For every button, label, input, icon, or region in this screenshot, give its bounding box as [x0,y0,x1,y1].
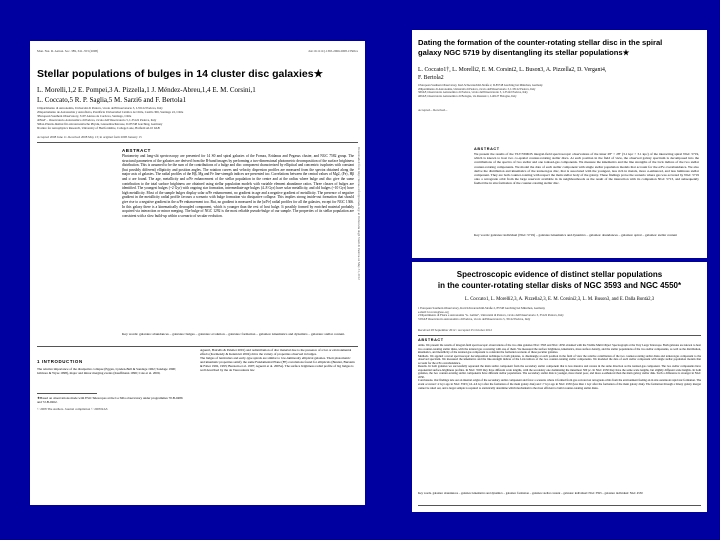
paper-title: Stellar populations of bulges in 14 cluster disc galaxies★ [37,68,323,80]
journal-doi: doi:10.1111/j.1365-2966.2008.13566.x [308,49,358,53]
accepted-line: Accepted 2008 June 11. Received 2008 May 13; in original form 2008 January 15 [37,135,142,139]
abstract-heading: ABSTRACT [122,148,151,153]
author-list: L. Coccato1, L. Morelli2,3, A. Pizzella2,3, E. M. Corsini2,3, L. M. Buson3, and E. Dalla Bontà2,3 [464,297,655,302]
intro-heading: 1 INTRODUCTION [37,359,83,364]
abstract-heading: ABSTRACT [474,147,500,151]
abstract-text: Aims. We present the results of integral-field spectroscopic observations of the two disk galaxies NGC 3593 and NGC 4550 obtained with the Visible Multi Object Spectrograph at the Very Large Telescope. Both galaxies are known to host two counter-rotating stellar disks, with the ionized gas corotating with one of them. We measured the surface brightness, kinematics, mass surface density, and the stellar populations of the two stellar components, as well as the distribution, kinematics, and metallicity of the ionized-gas component to constrain the formation scenario of these peculiar galaxies. Methods. We applied a novel spectroscopic decomposition technique to both galaxies, to disentangle at each position in the field of view the relative contribution of the two counter-rotating stellar disks and ionized-gas component to the observed spectrum. We measured the kinematics and the line-strength indices of the Lick indices of the two counter-rotating stellar components. We modeled the data of each stellar component with single stellar population models that account for the α/Fe overabundance. Results. In both galaxies we successfully separated the main stellar component from the secondary stellar component that is less massive and rotates in the same direction as the ionized-gas component. The two stellar components have exponential surface-brightness profiles. In NGC 3593 they have different scale lengths, with the secondary one dominating the innermost 500 pc. In NGC 4550 they have the same scale lengths, but slightly different scale heights. In both galaxies, the two counter-rotating stellar components have different stellar populations. The secondary stellar disk is younger, more metal poor, and more α-enhanced than the main galaxy stellar disk. Such a difference is stronger in NGC 4550. Conclusions. Our findings rule out an internal origin of the secondary stellar component and favor a scenario where it formed from gas accreted on retrograde orbits from the environment fueling an in situ outside-in rapid star formation. The event occurred ~2 Gyr ago in NGC 3593 (1.6–4.6 Gyr after the formation of the main galaxy disk) and ~7 Gyr ago in NGC 4550 (less than 1 Gyr after the formation of the main galaxy disk). The formation through a binary galaxy merger cannot be ruled out, and a larger sample is required to statistically determine which mechanism is the most efficient to build counter-rotating stellar disks. [418,343,701,390]
download-side-note: Downloaded from http://mnras.oxfordjournals.org/ at Universita degli Studi di Padova on May 31, 2012 [357,147,361,280]
accepted-line: Accepted... Received... [418,108,448,112]
affiliations: 1 European Southern Observatory, Karl-Schwarzschild-Straße 2, 85748 Garching bei München, Germany e-mail: lcoccato@eso.org 2 Dipartimento di Fisica e Astronomia "G. Galilei", Università di Padova, vicolo dell'Osservatorio 3, 35122 Padova, Italy 3 INAF Osservatorio Astronomico di Padova, vicolo dell'Osservatorio 5, 35122 Padova, Italy [418,306,564,322]
paper-page-coccato-ngc3593-ngc4550 [412,262,707,512]
author-line-1: L. Morelli,1,2 E. Pompei,3 A. Pizzella,1 J. Méndez-Abreu,1,4 E. M. Corsini,1 [37,86,256,94]
affiliations: 1Dipartimento di Astronomia, Università di Padova, vicolo dell'Osservatorio 3, I-35122 Padova, Italy 2Departamento de Astronomía y Astrofísica, Pontificia Universidad Católica de Chile, Casilla 306, Santiago 22, Chile 3European Southern Observatory, 3107 Alonso de Cordova, Santiago, Chile 4INAF – Osservatorio Astronomico di Padova, vicolo dell'Osservatorio 5, I-35122 Padova, Italy 5Max-Planck-Institut für extraterrestrische Physik, Giessenbachstrasse, D-85748 Garching, Germany 6Centre for Astrophysics Research, University of Hertfordshire, College Lane, Hatfield AL10 9AB [37,106,184,130]
paper-title-line-1: Dating the formation of the counter-rotating stellar disc in the spiral [418,38,663,47]
author-line-2: L. Coccato,5 R. P. Saglia,5 M. Sarzi6 and F. Bertola1 [37,96,187,104]
copyright: © 2008 The Authors. Journal compilation © 2008 RAS [37,407,108,411]
paper-page-morelli-2008 [30,41,365,505]
paper-page-coccato-ngc5719 [412,30,707,258]
received-line: Received 28 September 2012 / Accepted 25 October 2012 [418,328,492,332]
affiliations: 1European Southern Observatory, Karl-Schwarzschild-Straße 2, D-85748 Garching bei München, Germany 2Dipartimento di Astronomia, Università di Padova, vicolo dell'Osservatorio 3, I-35122 Padova, Italy 3INAF, Osservatorio Astronomico di Padova, vicolo dell'Osservatorio 5, I-35122 Padova, Italy 4INAF, Osservatorio Astronomico di Bologna, via Ranzani 1, I-40127 Bologna, Italy [418,83,543,98]
abstract-heading: ABSTRACT [418,338,444,342]
author-line-2: F. Bertola2 [418,75,444,81]
keywords: Key words: galaxies: individual (NGC 5719) – galaxies: kinematics and dynamics – galaxies: abundances – galaxies: spiral – galaxies: stellar content [474,233,678,237]
journal-citation: Mon. Not. R. Astron. Soc. 389, 341–353 (2008) [37,49,99,53]
keywords: Key words: galaxies: abundances – galaxies: bulges – galaxies: evolution – galaxies: formation – galaxies: kinematics and dynamics – galaxies: stellar content. [122,332,345,336]
intro-text: The relative importance of the dissipative collapse (Eggen, Lynden-Bell & Sandage 1962; Sandage 1990; Gilmore & Wyse 1998), major and minor merging events (Kauffmann 1996; Cole et al. 2000, [37,367,176,376]
paper-title-line-1: Spectroscopic evidence of distinct stellar populations [456,270,663,279]
paper-title-line-2: galaxy NGC 5719 by disentangling its stellar populations★ [418,48,630,57]
paper-title-line-2: in the counter-rotating stellar disks of NGC 3593 and NGC 4550* [437,281,682,290]
footnote: ★Based on observations made with ESO Telescopes at the La Silla observatory under programmes 70.B-0486 and 72.B-0262. [37,396,183,405]
author-line-1: L. Coccato1†, L. Morelli2, E. M. Corsini2, L. Buson3, A. Pizzella2, D. Vergani4, [418,67,607,73]
abstract-text: We present the results of the VLT/VIMOS integral-field spectroscopic observations of the inner 28'' × 28'' (3.1 kpc × 3.1 kpc) of the interacting spiral NGC 5719, which is known to host two co-spatial counter-rotating stellar discs. At each position in the field of view, the observed galaxy spectrum is decomposed into the contributions of the spectra of two stellar and one ionised-gas components. We measure the kinematics and the line strengths of the Lick indices of the two stellar counter-rotating components. We model the data of each stellar component with single stellar population models that account for the α/Fe overabundance. We also derive the distribution and kinematics of the ionised-gas disc, that is associated with the youngest, less rich in metals, more α-enhanced, and less luminous stellar component. They are both counter-rotating with respect the main stellar body of the galaxy. These findings prove the scenario where gas was accreted by NGC 5719 onto a retrograde orbit from the large reservoir available in its neighbourhoods as the result of the interaction with its companion NGC 5713, and subsequently fuelled the in situ formation of the counter-rotating stellar disc. [474,152,699,186]
abstract-text: Photometry and long-slit spectroscopy are presented for 14 S0 and spiral galaxies of the Fornax, Eridanus and Pegasus cluster, and NGC 7582 group. The structural parameters of the galaxies are derived from the R-band images by performing a two-dimensional photometric decomposition of the surface brightness distribution. This is assumed to be the sum of the contributions of a bulge and disc component characterized by elliptical and concentric isophotes with constant (but possibly different) ellipticity and position angles. The rotation curves and velocity dispersion profiles are measured from the spectra obtained along the major axis of galaxies. The radial profiles of the Hβ, Mg and Fe line-strength indices are presented too. Correlations between the central values of Mg2, ⟨Fe⟩, Hβ and σ are found. The age, metallicity and α/Fe enhancement of the stellar population in the centre and at the radius where bulge and disc give the same contribution to the total surface brightness are obtained using stellar population models with variable element abundance ratios. Three classes of bulges are identified. The youngest bulges (~2 Gyr) with ongoing star formation, intermediate-age bulges (4–8 Gyr) have solar metallicity, and old bulges (~10 Gyr) have high metallicity. Most of the sample bulges display solar α/Fe enhancement, no gradient in age and a negative gradient of metallicity. The presence of negative gradient in the metallicity radial profile favours a scenario with bulge formation via dissipative collapse. This implies strong inside-out formation that should give rise to a negative gradient in the α/Fe enhancement too. But, no gradient is measured in the [α/Fe] radial profiles for all the galaxies, except for NGC 1366. In this galaxy there is a kinematically decoupled component, which is younger than the rest of host bulge. It possibly formed by enriched material probably acquired via interaction or minor merging. The bulge of NGC 1292 is the most reliable pseudo-bulge of our sample. The properties of its stellar population are consistent with a slow build-up within a scenario of secular evolution. [122,154,354,218]
right-column-text: Aguerri, Balcells & Peletier 2001) and redistribution of disc material due to the presence of a bar or environmental effects (Kormendy & Kennicutt 2004) drive the variety of properties observed in bulges. The bulges of lenticulars and early-type spirals are similar to low-luminosity elliptical galaxies. Their photometric and kinematic properties satisfy the same Fundamental Plane (FP) correlations found for ellipticals (Bender, Burstein & Faber 1992, 1993; Burstein et al. 1997; Aguerri et al. 2005a). The surface brightness radial profile of big bulges is well described by the de Vaucouleurs law [200,348,355,373]
section-rule [37,346,358,347]
header-rule [37,142,358,143]
keywords: Key words. galaxies: abundances – galaxies: kinematics and dynamics – galaxies: formation – galaxies: stellar content – galaxies: individual: NGC 3593 – galaxies: individual: NGC 4550 [418,491,643,495]
